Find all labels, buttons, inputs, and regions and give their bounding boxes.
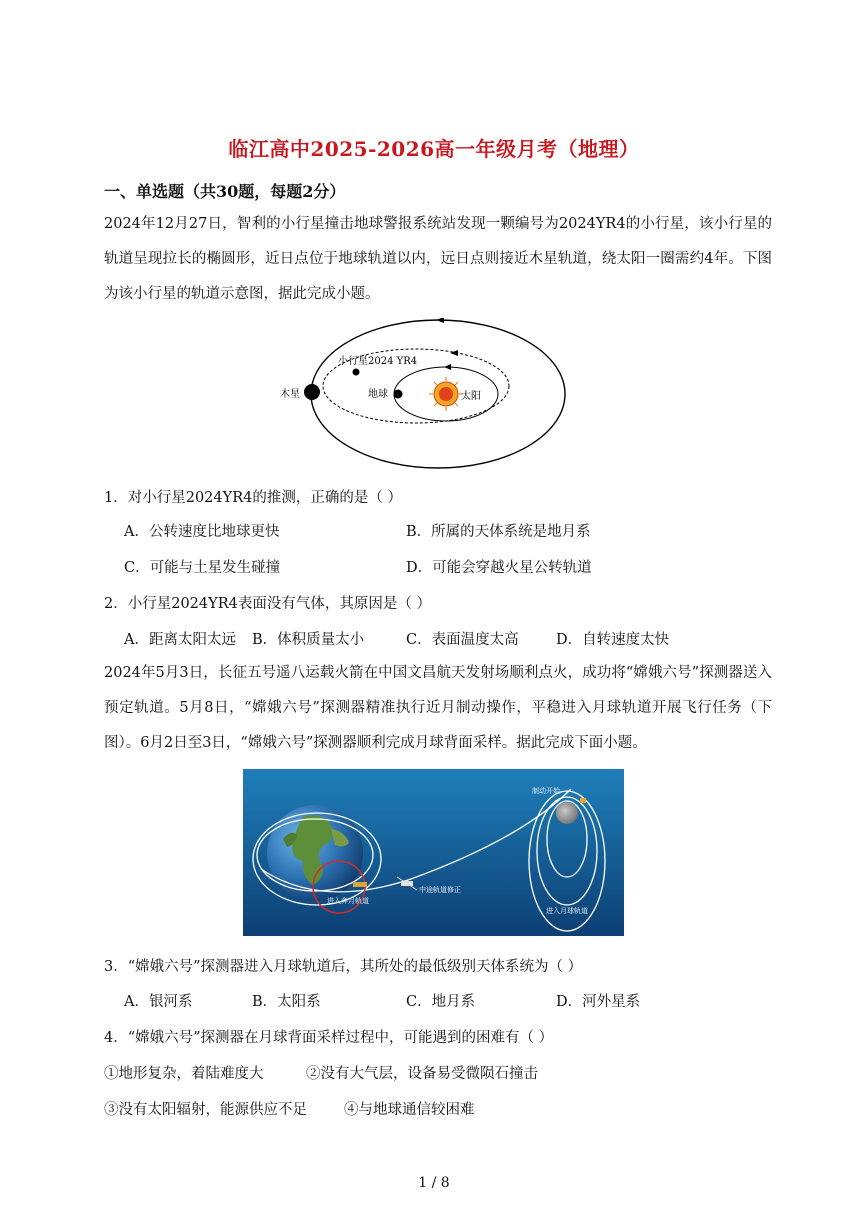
q3-option-a: A．银河系 [124,994,193,1010]
intro-paragraph-2: 2024年5月3日，长征五号遥八运载火箭在中国文昌航天发射场顺利点火，成功将“嫦娥六号”探测器送入预定轨道。5月8日，“嫦娥六号”探测器精准执行近月制动操作，平稳进入月球轨道开展飞行任务（下图）。6月2日至3日，“嫦娥六号”探测器顺利完成月球背面采样。据此完成下面小题。 [104,665,772,751]
q2-option-d: D．自转速度太快 [556,632,670,648]
brake-start-label: 制动开始 [532,787,560,795]
braking-probe-icon [580,798,586,803]
asteroid-body [353,369,360,376]
q4-statement-4: ④与地球通信较困难 [344,1102,475,1118]
asteroid-label: 小行星2024 YR4 [338,356,418,367]
question-4-stem: 4．“嫦娥六号”探测器在月球背面采样过程中，可能遇到的困难有（ ） [104,1030,554,1046]
q3-option-c: C．地月系 [406,994,476,1010]
midcourse-label: 中途轨道修正 [419,886,461,894]
jupiter-label: 木星 [280,389,300,400]
question-2-stem: 2．小行星2024YR4表面没有气体，其原因是（ ） [104,596,431,612]
q4-statement-1: ①地形复杂，着陆难度大 [104,1066,264,1082]
moon-body [556,802,578,824]
q1-option-c: C．可能与土星发生碰撞 [124,560,281,576]
sun-label: 太阳 [461,391,481,402]
lunar-orbit-label: 进入月球轨道 [546,907,588,915]
question-3-stem: 3．“嫦娥六号”探测器进入月球轨道后，其所处的最低级别天体系统为（ ） [104,959,583,975]
earth-orbit-arrow [444,364,451,370]
q2-option-a: A．距离太阳太远 [124,632,236,648]
transfer-label: 进入奔月轨道 [327,897,369,905]
q3-option-d: D．河外星系 [556,994,641,1010]
q2-option-c: C．表面温度太高 [406,632,519,648]
jupiter-planet [304,384,320,400]
asteroid-orbit-arrow [450,350,458,356]
earth-label: 地球 [368,389,388,400]
asteroid-orbit-figure [268,318,598,473]
section-heading: 一、单选题（共30题，每题2分） [104,182,346,201]
question-1-stem: 1．对小行星2024YR4的推测，正确的是（ ） [104,490,402,506]
change6-trajectory-figure [243,769,624,936]
page-title: 临江高中2025-2026高一年级月考（地理） [228,137,640,161]
q2-option-b: B．体积质量太小 [252,632,365,648]
earth-planet [394,390,403,399]
sun-icon [429,377,463,411]
q1-option-a: A．公转速度比地球更快 [124,524,280,540]
page-number: 1 / 8 [418,1175,450,1191]
q1-option-d: D．可能会穿越火星公转轨道 [406,560,592,576]
q1-option-b: B．所属的天体系统是地月系 [406,524,591,540]
q4-statement-2: ②没有大气层，设备易受微陨石撞击 [306,1066,538,1082]
q3-option-b: B．太阳系 [252,994,321,1010]
intro-paragraph-1: 2024年12月27日，智利的小行星撞击地球警报系统站发现一颗编号为2024YR4的小行星，该小行星的轨道呈现拉长的椭圆形，近日点位于地球轨道以内，远日点则接近木星轨道，绕太阳一圈需约4年。下图为该小行星的轨道示意图，据此完成小题。 [104,216,772,302]
q4-statement-3: ③没有太阳辐射，能源供应不足 [104,1102,307,1118]
